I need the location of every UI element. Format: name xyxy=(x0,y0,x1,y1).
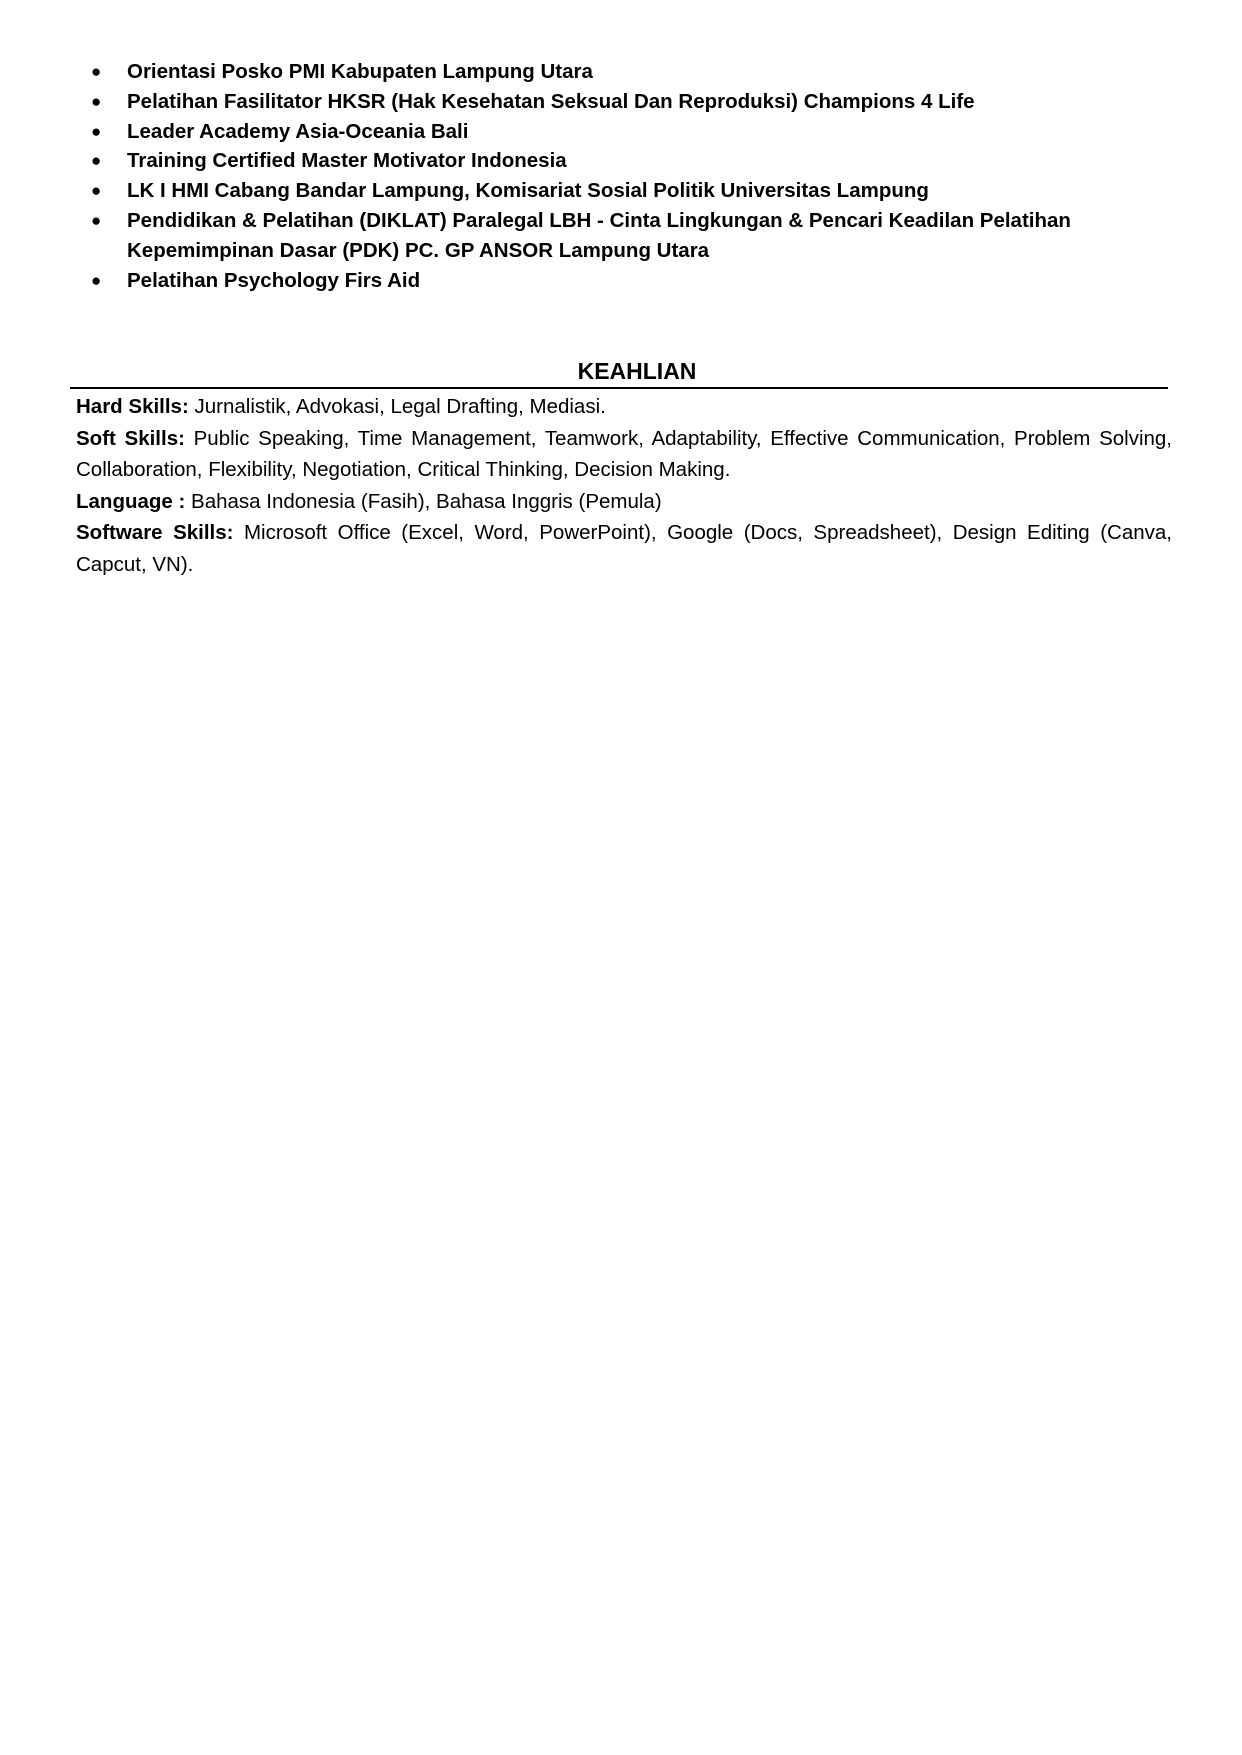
language-value: Bahasa Indonesia (Fasih), Bahasa Inggris (Pemula) xyxy=(185,489,662,513)
training-item xyxy=(87,57,1177,87)
training-item-text: Pelatihan Psychology Firs Aid xyxy=(127,268,421,292)
bullet-icon: ● xyxy=(91,270,102,290)
training-item xyxy=(87,117,1177,147)
training-item-text: Pelatihan Fasilitator HKSR (Hak Kesehatan Seksual Dan Reproduksi) Champions 4 Life xyxy=(127,89,975,113)
training-list xyxy=(87,57,1177,295)
training-item xyxy=(87,146,1177,176)
training-item-text: LK I HMI Cabang Bandar Lampung, Komisariat Sosial Politik Universitas Lampung xyxy=(127,179,929,203)
training-item xyxy=(87,87,1177,117)
software-skills-value: Microsoft Office (Excel, Word, PowerPoint), Google (Docs, Spreadsheet), Design Editing (Canva, Capcut, VN). xyxy=(76,521,1172,576)
section-title: KEAHLIAN xyxy=(577,358,697,384)
software-skills-row xyxy=(76,517,1172,580)
hard-skills-label: Hard Skills: xyxy=(76,395,189,418)
training-item-text: Training Certified Master Motivator Indonesia xyxy=(127,149,567,173)
keahlian-section-header xyxy=(70,356,1168,389)
bullet-icon: ● xyxy=(91,181,102,201)
training-item xyxy=(87,206,1177,266)
language-row xyxy=(76,486,1172,518)
soft-skills-label: Soft Skills: xyxy=(76,426,185,450)
language-label: Language : xyxy=(76,489,186,513)
training-item xyxy=(87,176,1177,206)
hard-skills-value: Jurnalistik, Advokasi, Legal Drafting, Mediasi. xyxy=(188,395,606,418)
training-item-text: Pendidikan & Pelatihan (DIKLAT) Paralegal LBH - Cinta Lingkungan & Pencari Keadilan Pelatihan Kepemimpinan Dasar (PDK) PC. GP ANSOR Lampung Utara xyxy=(127,208,1071,262)
bullet-icon: ● xyxy=(91,62,102,81)
bullet-icon: ● xyxy=(91,210,102,230)
bullet-icon: ● xyxy=(91,91,102,111)
hard-skills-row xyxy=(76,391,1172,423)
section-divider xyxy=(70,387,1168,389)
soft-skills-value: Public Speaking, Time Management, Teamwork, Adaptability, Effective Communication, Problem Solving, Collaboration, Flexibility, Negotiation, Critical Thinking, Decision Making. xyxy=(76,426,1173,481)
bullet-icon: ● xyxy=(91,121,102,141)
training-item-text: Leader Academy Asia-Oceania Bali xyxy=(127,119,469,143)
bullet-icon: ● xyxy=(91,151,102,171)
skills-block xyxy=(76,391,1172,580)
training-item xyxy=(87,266,1177,296)
soft-skills-row xyxy=(76,423,1172,486)
software-skills-label: Software Skills: xyxy=(76,521,234,544)
training-item-text: Orientasi Posko PMI Kabupaten Lampung Utara xyxy=(127,60,593,83)
